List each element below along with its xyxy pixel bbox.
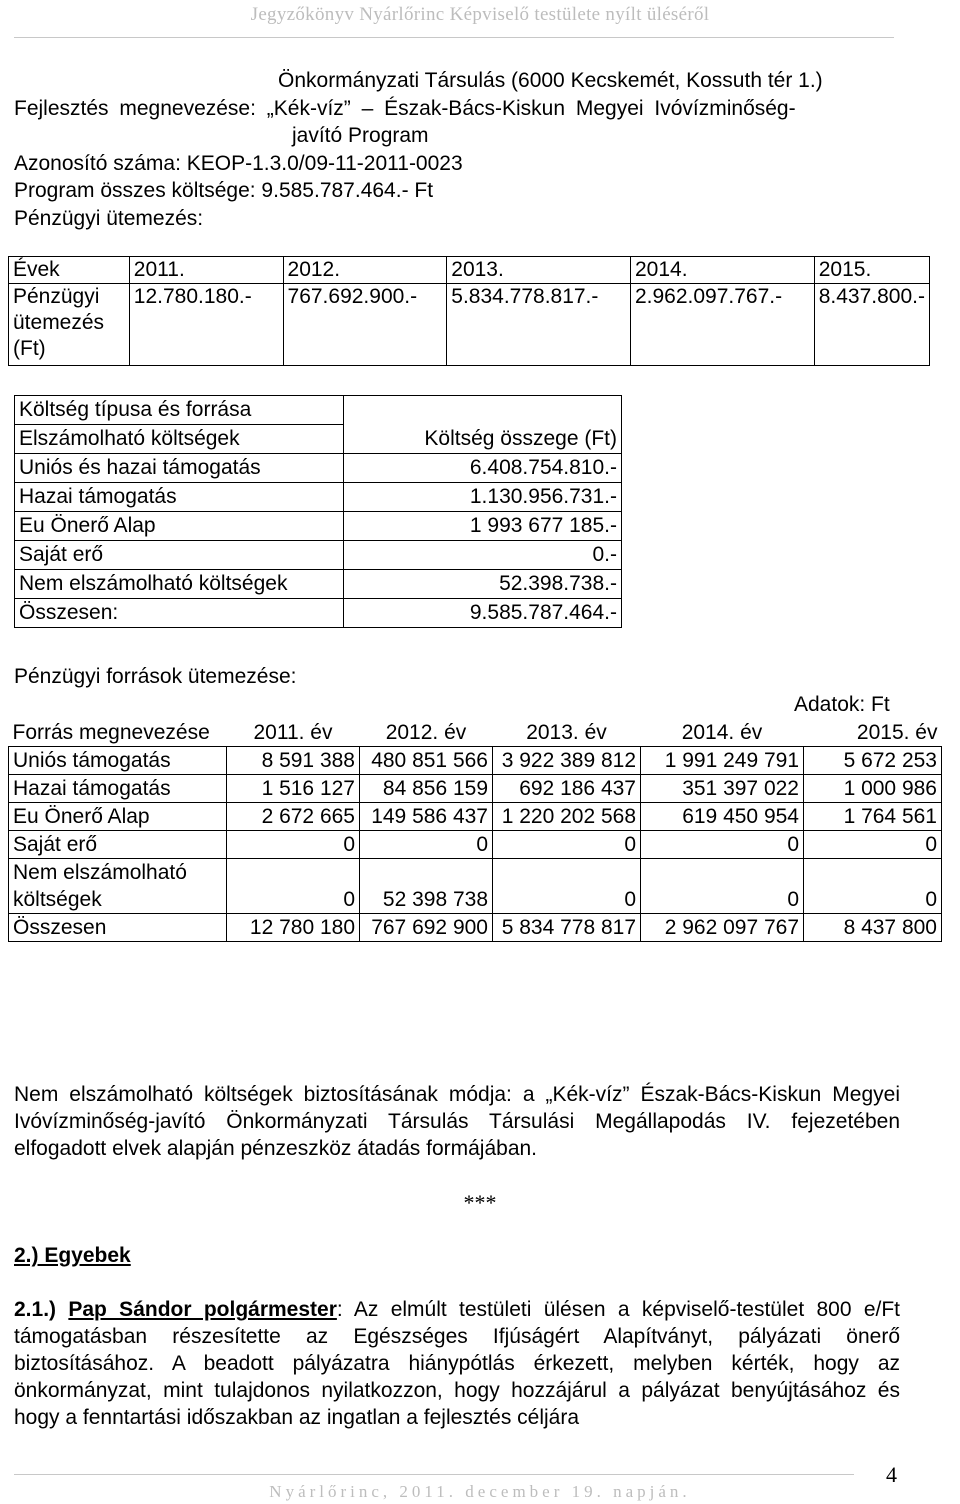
- sources-cell: 2 962 097 767: [641, 914, 804, 942]
- sources-cell: 3 922 389 812: [493, 747, 641, 775]
- sources-cell: 767 692 900: [360, 914, 493, 942]
- section-heading: 2.) Egyebek: [14, 1244, 131, 1267]
- amount-cell: 12.780.180.-: [129, 284, 283, 366]
- cost-row-amount: 0.-: [344, 541, 622, 570]
- section-separator: ***: [463, 1190, 497, 1215]
- sources-cell: 5 672 253: [804, 747, 942, 775]
- sources-cell: 12 780 180: [227, 914, 360, 942]
- amounts-row: [9, 284, 930, 366]
- year-cell: 2015.: [814, 257, 929, 284]
- cost-row: [15, 541, 622, 570]
- sources-cell: 1 516 127: [227, 775, 360, 803]
- year-cell: 2014.: [630, 257, 814, 284]
- running-header: Jegyzőkönyv Nyárlőrinc Képviselő testülete nyílt üléséről: [250, 4, 710, 25]
- cost-row: [15, 512, 622, 541]
- amount-cell: 2.962.097.767.-: [630, 284, 814, 366]
- sources-row: [9, 775, 942, 803]
- cost-row-amount: 1 993 677 185.-: [344, 512, 622, 541]
- cost-title-row: [15, 396, 622, 425]
- cost-row-label: Uniós és hazai támogatás: [15, 454, 344, 483]
- agenda-item-paragraph: [14, 1296, 900, 1431]
- unit-note: Adatok: Ft: [794, 693, 890, 716]
- sources-title: Pénzügyi források ütemezése:: [14, 665, 297, 688]
- intro-line-2: Fejlesztés megnevezése: „Kék-víz” – Észak-Bács-Kiskun Megyei Ivóvízminőség-: [14, 97, 796, 120]
- cost-total-row: [15, 599, 622, 628]
- sources-header-cell: 2011. év: [253, 721, 333, 744]
- header-rule: [14, 37, 894, 38]
- sources-cell: 8 437 800: [804, 914, 942, 942]
- sources-row: [9, 859, 942, 914]
- sources-header-cell: 2012. év: [385, 721, 467, 744]
- sources-cell: 0: [360, 831, 493, 859]
- sources-row-label: Saját erő: [9, 831, 227, 859]
- cost-subheader-row: [15, 425, 622, 454]
- sources-total-row: [9, 914, 942, 942]
- cost-type-title: Költség típusa és forrása: [15, 396, 344, 425]
- cost-row-amount: 6.408.754.810.-: [344, 454, 622, 483]
- sources-header-cell: 2015. év: [856, 721, 938, 744]
- schedule-label: Pénzügyi ütemezés:: [14, 207, 204, 230]
- sources-cell: 149 586 437: [360, 803, 493, 831]
- sources-cell: 1 991 249 791: [641, 747, 804, 775]
- cost-row-amount: 9.585.787.464.-: [344, 599, 622, 628]
- cost-row-label: Saját erő: [15, 541, 344, 570]
- project-id: Azonosító száma: KEOP-1.3.0/09-11-2011-0023: [14, 152, 463, 175]
- sources-cell: 480 851 566: [360, 747, 493, 775]
- cost-amount-header: Költség összege (Ft): [344, 425, 622, 454]
- footer-rule: [14, 1474, 854, 1475]
- sources-cell: 619 450 954: [641, 803, 804, 831]
- sources-cell: 84 856 159: [360, 775, 493, 803]
- intro-line-3: javító Program: [292, 124, 429, 147]
- sources-cell: 5 834 778 817: [493, 914, 641, 942]
- sources-cell: 0: [493, 831, 641, 859]
- sources-row-label: Uniós támogatás: [9, 747, 227, 775]
- sources-header-cell: 2013. év: [526, 721, 607, 744]
- sources-cell: 1 220 202 568: [493, 803, 641, 831]
- sources-cell: 0: [227, 831, 360, 859]
- program-total-cost: Program összes költsége: 9.585.787.464.- Ft: [14, 179, 434, 202]
- sources-row-label: Nem elszámolható költségek: [9, 859, 227, 914]
- cost-row: [15, 454, 622, 483]
- sources-row-label: Összesen: [9, 914, 227, 942]
- intro-line-1: Önkormányzati Társulás (6000 Kecskemét, Kossuth tér 1.): [278, 69, 823, 92]
- sources-cell: 8 591 388: [227, 747, 360, 775]
- sources-cell: 0: [227, 859, 360, 914]
- cost-type-table: [14, 395, 622, 628]
- speaker-name: Pap Sándor polgármester: [68, 1298, 337, 1321]
- cost-row-amount: 1.130.956.731.-: [344, 483, 622, 512]
- cost-row-label: Összesen:: [15, 599, 344, 628]
- footer-text: Nyárlőrinc, 2011. december 19. napján.: [269, 1482, 691, 1501]
- amount-cell: 8.437.800.-: [814, 284, 929, 366]
- sources-cell: 1 000 986: [804, 775, 942, 803]
- sources-cell: 52 398 738: [360, 859, 493, 914]
- amounts-label-cell: Pénzügyi ütemezés (Ft): [9, 284, 130, 366]
- page-number: 4: [886, 1462, 897, 1487]
- cost-row: [15, 483, 622, 512]
- eligible-costs-label: Elszámolható költségek: [15, 425, 344, 454]
- sources-cell: 0: [641, 831, 804, 859]
- sources-cell: 0: [804, 859, 942, 914]
- sources-cell: 2 672 665: [227, 803, 360, 831]
- sources-row-label: Hazai támogatás: [9, 775, 227, 803]
- yearly-schedule-table: [8, 256, 930, 366]
- cost-row: [15, 570, 622, 599]
- sources-cell: 0: [641, 859, 804, 914]
- year-cell: 2013.: [447, 257, 631, 284]
- year-cell: 2011.: [129, 257, 283, 284]
- amount-cell: 5.834.778.817.-: [447, 284, 631, 366]
- sources-header-row: [9, 719, 942, 747]
- years-label-cell: Évek: [9, 257, 130, 284]
- sources-cell: 0: [493, 859, 641, 914]
- cost-title-blank: [344, 396, 622, 425]
- item-text: : Az elmúlt testületi ülésen a képviselő-testület 800 e/Ft támogatásban részesítette az Egészséges Ifjúságért Alapítványt, pályázati önerő biztosításához. A beadott pályázatra hiánypótlás érkezett, melyben kérték, hogy az önkormányzat, mint tulajdonos nyilatkozzon, hogy hozzájárul a pályázat benyújtásához és hogy a fenntartási időszakban az ingatlan a fejlesztés céljára: [14, 1298, 900, 1429]
- sources-cell: 0: [804, 831, 942, 859]
- years-row: [9, 257, 930, 284]
- sources-row: [9, 803, 942, 831]
- sources-row: [9, 747, 942, 775]
- sources-row-label: Eu Önerő Alap: [9, 803, 227, 831]
- sources-header-cell: Forrás megnevezése: [12, 721, 210, 744]
- sources-row: [9, 831, 942, 859]
- cost-row-label: Hazai támogatás: [15, 483, 344, 512]
- cost-row-amount: 52.398.738.-: [344, 570, 622, 599]
- non-eligible-funding-note: Nem elszámolható költségek biztosításának módja: a „Kék-víz” Észak-Bács-Kiskun Megyei Ivóvízminőség-javító Önkormányzati Társulás Társulási Megállapodás IV. fejezetében elfogadott elvek alapján pénzeszköz átadás formájában.: [14, 1083, 900, 1160]
- cost-row-label: Eu Önerő Alap: [15, 512, 344, 541]
- sources-cell: 351 397 022: [641, 775, 804, 803]
- funding-sources-table: [8, 719, 942, 942]
- cost-row-label: Nem elszámolható költségek: [15, 570, 344, 599]
- amount-cell: 767.692.900.-: [283, 284, 447, 366]
- sources-cell: 692 186 437: [493, 775, 641, 803]
- item-number: 2.1.): [14, 1298, 57, 1321]
- sources-header-cell: 2014. év: [681, 721, 763, 744]
- year-cell: 2012.: [283, 257, 447, 284]
- sources-cell: 1 764 561: [804, 803, 942, 831]
